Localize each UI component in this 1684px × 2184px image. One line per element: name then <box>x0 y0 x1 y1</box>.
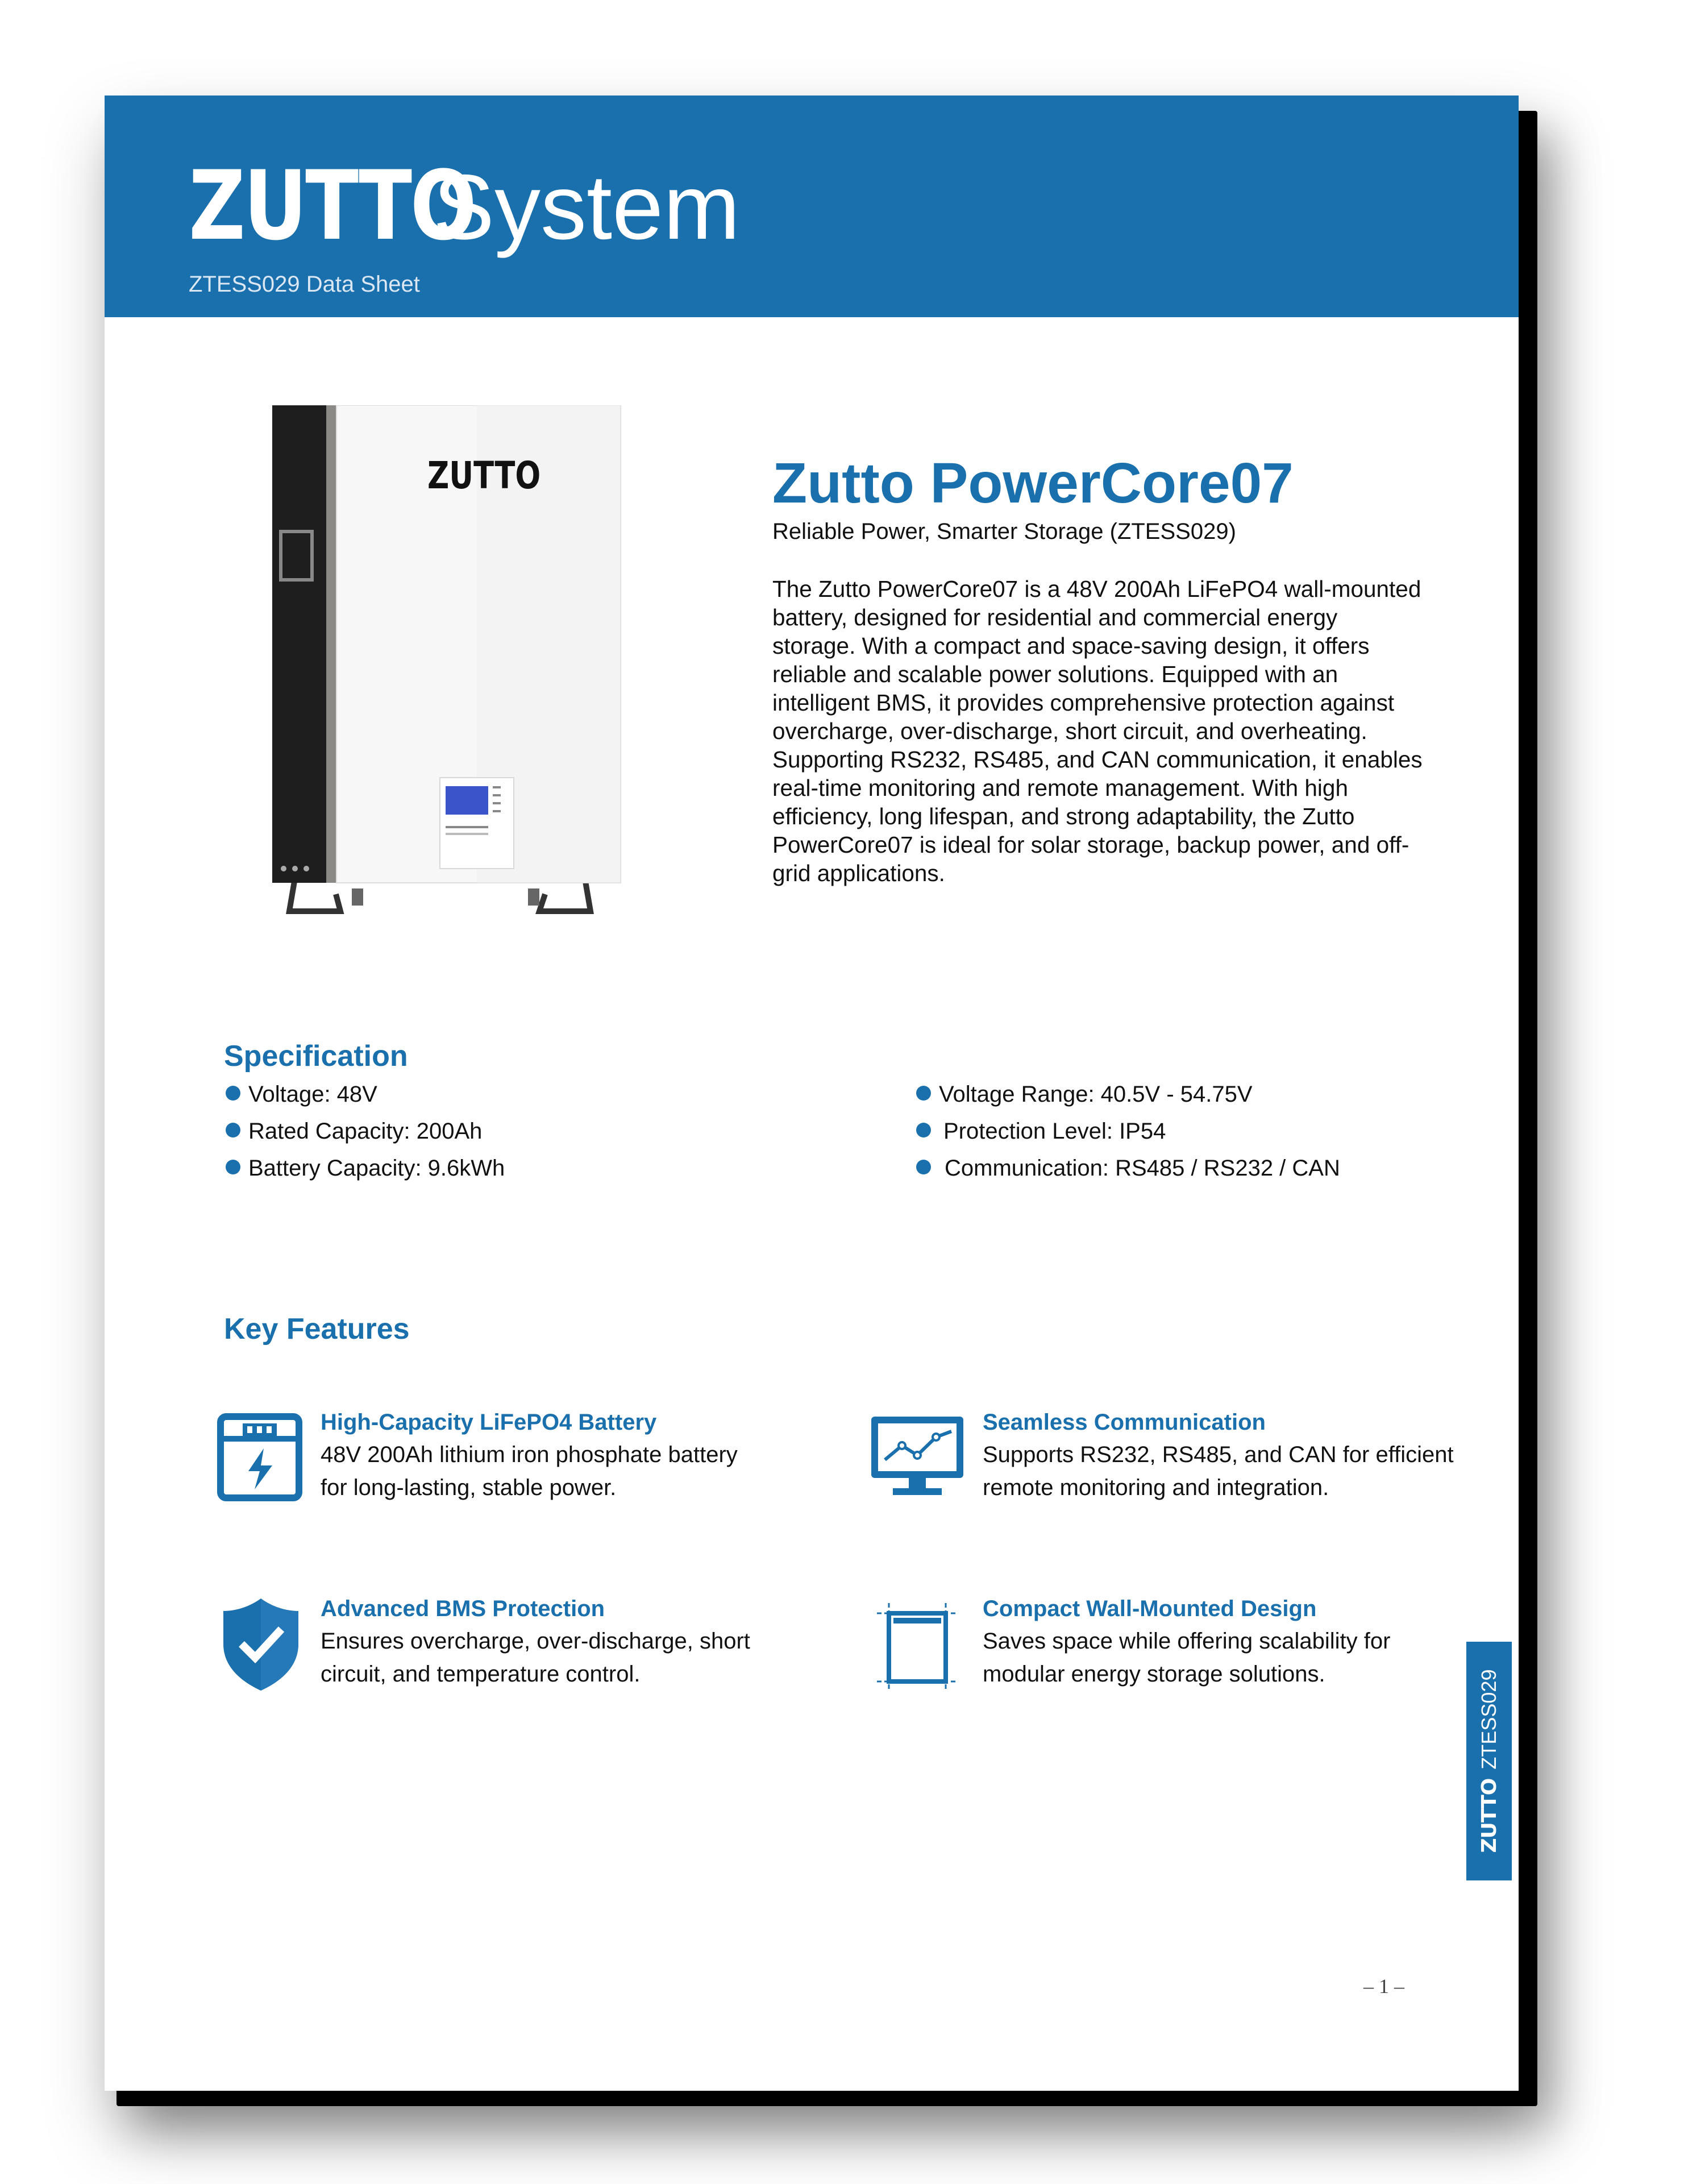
side-tab <box>1466 1642 1512 1880</box>
bullet-icon <box>916 1086 931 1101</box>
spec-item: Battery Capacity: 9.6kWh <box>226 1156 505 1181</box>
spec-item: Voltage: 48V <box>226 1082 377 1107</box>
bullet-icon <box>226 1123 240 1137</box>
shield-check-icon <box>221 1596 301 1693</box>
spec-item: Rated Capacity: 200Ah <box>226 1119 482 1144</box>
brand-system-text: System <box>433 156 741 259</box>
key-features-title: Key Features <box>224 1313 410 1346</box>
spec-item: Protection Level: IP54 <box>916 1119 1166 1144</box>
specification-title: Specification <box>224 1040 408 1073</box>
feature-description: Ensures overcharge, over-discharge, short circuit, and temperature control. <box>321 1629 750 1687</box>
side-tab-label <box>1477 1670 1501 1853</box>
data-sheet-page <box>105 96 1519 2091</box>
spec-item: Voltage Range: 40.5V - 54.75V <box>916 1082 1253 1107</box>
bullet-icon <box>226 1086 240 1101</box>
feature-description: 48V 200Ah lithium iron phosphate battery for long-lasting, stable power. <box>321 1442 738 1500</box>
header-subtitle: ZTESS029 Data Sheet <box>189 272 420 297</box>
feature-title: Seamless Communication <box>983 1410 1266 1435</box>
product-tagline: Reliable Power, Smarter Storage (ZTESS029) <box>772 519 1236 544</box>
feature-title: High-Capacity LiFePO4 Battery <box>321 1410 657 1435</box>
feature-title: Advanced BMS Protection <box>321 1596 605 1621</box>
feature-title: Compact Wall-Mounted Design <box>983 1596 1317 1621</box>
page-number: – 1 – <box>1363 1975 1404 1998</box>
product-title: Zutto PowerCore07 <box>772 451 1294 515</box>
product-image-logo: ZUTTO <box>427 454 541 497</box>
feature-description: Supports RS232, RS485, and CAN for efficient remote monitoring and integration. <box>983 1442 1454 1500</box>
monitor-chart-icon <box>869 1414 966 1500</box>
product-description: The Zutto PowerCore07 is a 48V 200Ah LiFePO4 wall-mounted battery, designed for residential and commercial energy storage. With a compact and space-saving design, it offers reliable and scalable power solutions. Equipped with an intelligent BMS, it provides comprehensive protection against overcharge, over-discharge, short circuit, and overheating. Supporting RS232, RS485, and CAN communication, it enables real-time monitoring and remote management. With high efficiency, long lifespan, and strong adaptability, the Zutto PowerCore07 is ideal for solar storage, backup power, and off-grid applications. <box>772 576 1423 886</box>
side-tab-code: ZTESS029 <box>1477 1669 1500 1770</box>
bullet-icon <box>916 1123 931 1137</box>
header-banner <box>105 96 1519 317</box>
spec-item: Communication: RS485 / RS232 / CAN <box>916 1156 1340 1181</box>
wall-mount-frame-icon <box>875 1602 960 1693</box>
battery-icon <box>217 1413 302 1501</box>
side-tab-logo: ZUTTO <box>1478 1778 1501 1853</box>
feature-description: Saves space while offering scalability for modular energy storage solutions. <box>983 1629 1391 1687</box>
bullet-icon <box>916 1160 931 1174</box>
brand-logo: ZUTTO <box>189 150 475 261</box>
bullet-icon <box>226 1160 240 1174</box>
